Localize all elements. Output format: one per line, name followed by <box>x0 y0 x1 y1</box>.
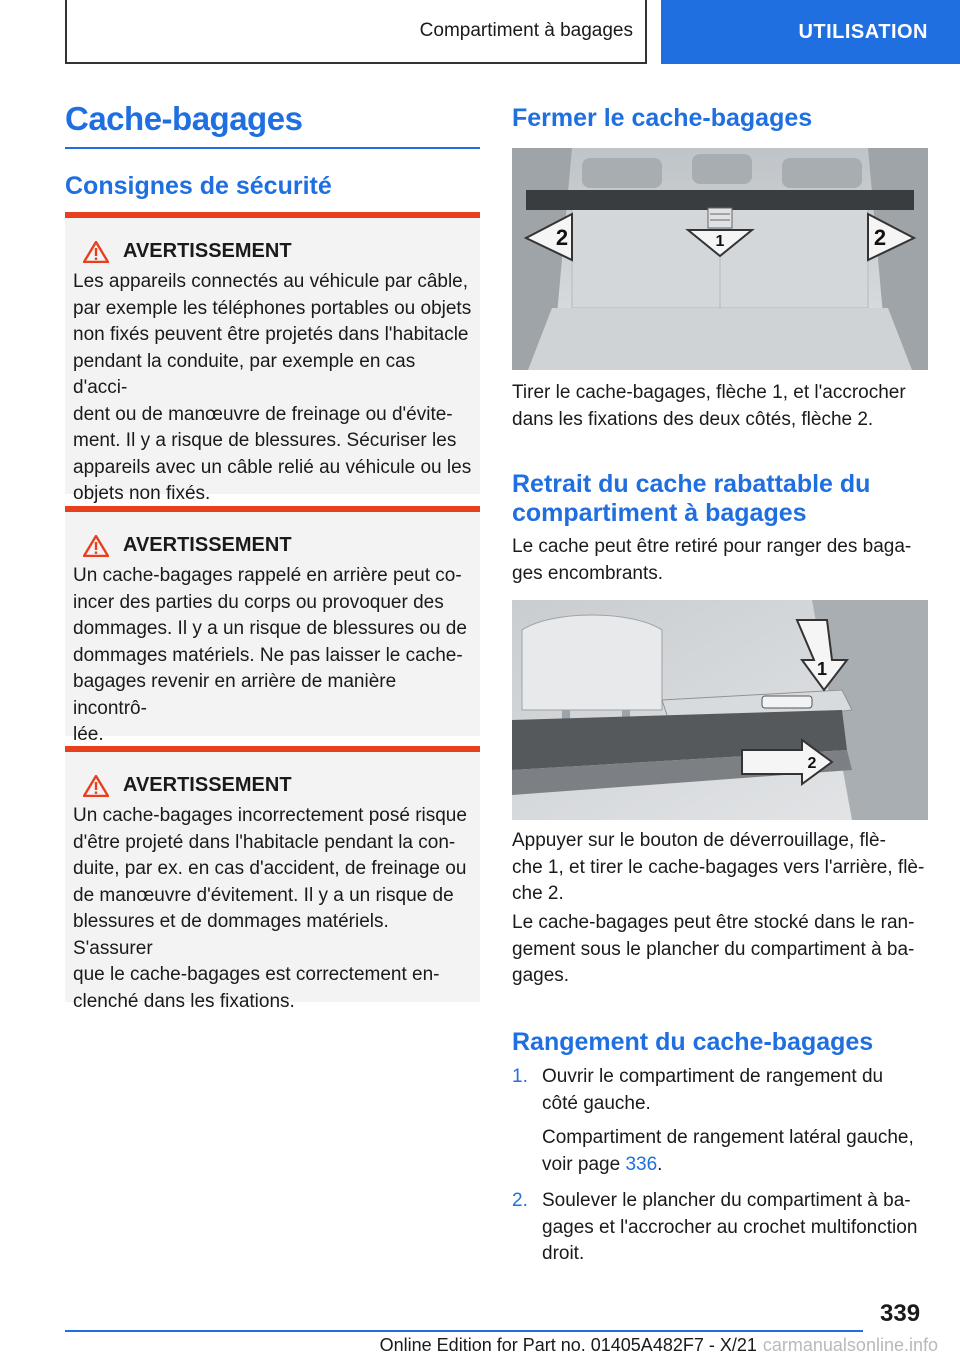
figure2-label-arrow1: 1 <box>816 659 828 679</box>
warning-text-2: Un cache-bagages rappelé en arrière peut co‐ incer des parties du corps ou provoquer des dommages. Il y a un risque de blessures ou de dommages matériels. Ne pas laisser le cache- bagages revenir en arrière de manière incontrô‐ lée. <box>73 565 467 745</box>
figure2-label-arrow2: 2 <box>807 755 817 772</box>
list-item: 1. Ouvrir le compartiment de rangement du côté gauche. Compartiment de rangement latéral gauche, voir page 336. <box>512 1064 932 1178</box>
remove-steps: Appuyer sur le bouton de déverrouillage, flè‐ che 1, et tirer le cache-bagages vers l'arrière, flè‐ che 2. <box>512 830 925 904</box>
remove-intro: Le cache peut être retiré pour ranger des baga‐ ges encombrants. <box>512 536 912 584</box>
title-divider <box>65 147 480 149</box>
warning-text-1: Les appareils connectés au véhicule par câble, par exemple les téléphones portables ou objets non fixés peuvent être projetés dans l'habitacle pendant la conduite, par exemple en cas d'acci‐ dent ou de manœuvre de freinage ou d'évite‐ ment. Il y a risque de blessures. Sécuriser les appareils avec un câble relié au véhicule ou les objets non fixés. <box>73 271 472 504</box>
warning-box-1 <box>65 212 480 504</box>
store-steps-list <box>512 1064 932 1268</box>
header-section-box <box>65 0 647 64</box>
close-heading: Fermer le cache-bagages <box>512 104 813 132</box>
page-title: Cache-bagages <box>65 100 303 137</box>
remove-heading: Retrait du cache rabattable du compartiment à bagages <box>512 470 871 527</box>
figure1-label-arrow1: 1 <box>715 233 725 250</box>
cover-release-illustration <box>512 600 928 820</box>
warning-box-3 <box>65 746 480 1012</box>
warning-triangle-icon <box>83 535 109 557</box>
warning-box-2 <box>65 506 480 745</box>
warning-label: AVERTISSEMENT <box>123 534 292 556</box>
header-chapter-tab[interactable] <box>661 0 960 64</box>
footer-divider <box>65 1330 863 1332</box>
figure-close-cover <box>512 148 928 370</box>
trunk-interior-illustration <box>512 148 928 370</box>
header-chapter-label: UTILISATION <box>798 20 928 43</box>
warning-label: AVERTISSEMENT <box>123 774 292 796</box>
safety-heading: Consignes de sécurité <box>65 172 332 200</box>
close-instructions: Tirer le cache-bagages, flèche 1, et l'accrocher dans les fixations des deux côtés, flèche 2. <box>512 382 906 430</box>
page-number: 339 <box>880 1300 921 1327</box>
list-number: 1. <box>512 1066 528 1087</box>
watermark: carmanualsonline.info <box>762 1335 938 1355</box>
header-section-title: Compartiment à bagages <box>419 20 633 41</box>
list-item: 2. Soulever le plancher du compartiment à ba‐ gages et l'accrocher au crochet multifonction droit. <box>512 1188 932 1268</box>
list-number: 2. <box>512 1190 528 1211</box>
figure1-label-arrow2-left: 2 <box>555 225 569 250</box>
footer-edition: Online Edition for Part no. 01405A482F7 - X/21 carmanualsonline.info <box>379 1335 938 1355</box>
storage-note: Le cache-bagages peut être stocké dans le ran‐ gement sous le plancher du compartiment à ba‐ gages. <box>512 912 915 986</box>
figure1-label-arrow2-right: 2 <box>873 225 887 250</box>
warning-triangle-icon <box>83 775 109 797</box>
warning-label: AVERTISSEMENT <box>123 240 292 262</box>
figure-remove-cover <box>512 600 928 820</box>
warning-text-3: Un cache-bagages incorrectement posé risque d'être projeté dans l'habitacle pendant la con‐ duite, par ex. en cas d'accident, de freinage ou de manœuvre d'évitement. Il y a un risque de blessures et de dommages matériels. S'assurer que le cache-bagages est correctement en‐ clenché dans les fixations. <box>73 805 467 1012</box>
warning-triangle-icon <box>83 241 109 263</box>
store-heading: Rangement du cache-bagages <box>512 1028 874 1056</box>
page-reference-link[interactable]: 336 <box>625 1153 658 1175</box>
